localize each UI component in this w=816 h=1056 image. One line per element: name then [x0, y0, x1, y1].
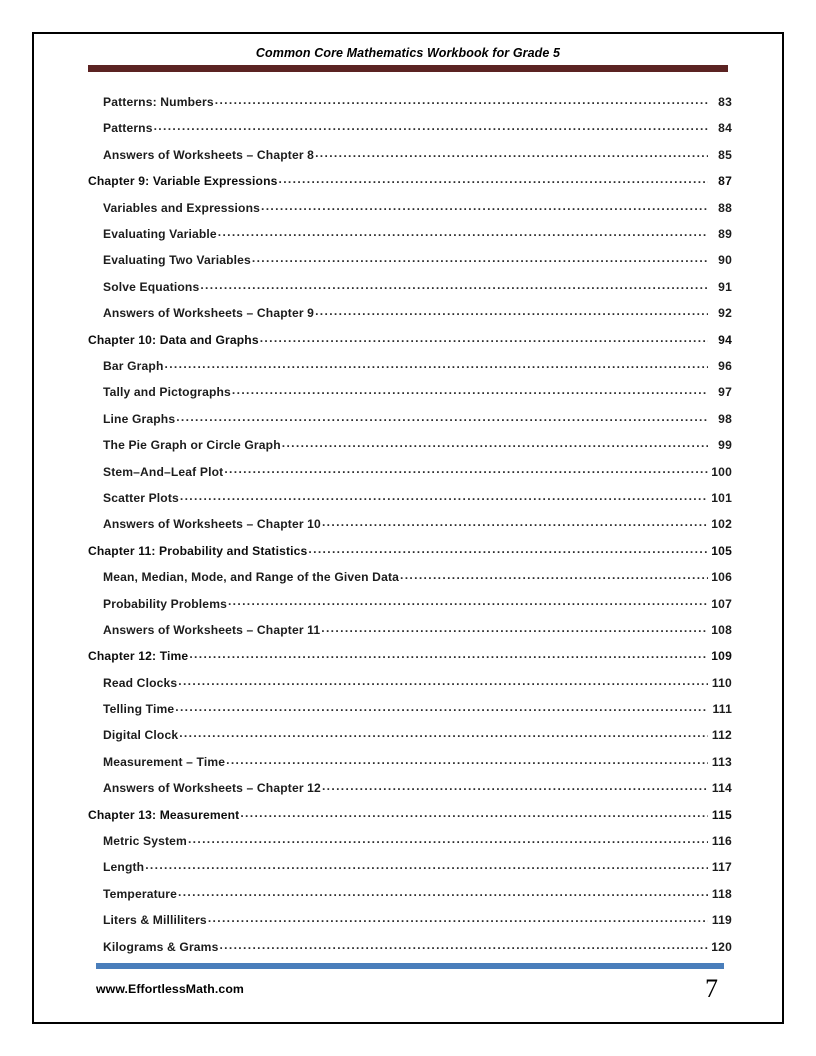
toc-entry-label: Kilograms & Grams: [103, 939, 219, 954]
toc-entry[interactable]: [88, 543, 732, 569]
toc-entry[interactable]: [88, 305, 732, 331]
toc-entry-page: 120: [711, 939, 732, 954]
toc-leader-dots: [219, 939, 708, 951]
toc-entry[interactable]: [88, 807, 732, 833]
toc-leader-dots: [215, 94, 708, 106]
toc-entry-page: 114: [711, 781, 732, 796]
toc-entry[interactable]: [88, 147, 732, 173]
toc-entry-label: Evaluating Variable: [103, 227, 217, 242]
toc-entry-label: Stem–And–Leaf Plot: [103, 464, 224, 479]
toc-entry[interactable]: [88, 516, 732, 542]
toc-entry-page: 102: [711, 517, 732, 532]
toc-leader-dots: [232, 384, 708, 396]
toc-leader-dots: [208, 912, 708, 924]
document-page: [32, 32, 784, 1024]
toc-entry-label: Evaluating Two Variables: [103, 253, 251, 268]
toc-leader-dots: [279, 173, 709, 185]
toc-leader-dots: [180, 490, 708, 502]
toc-entry[interactable]: [88, 727, 732, 753]
toc-entry[interactable]: [88, 675, 732, 701]
toc-entry-page: 111: [712, 702, 732, 717]
toc-entry-label: Tally and Pictographs: [103, 385, 231, 400]
toc-entry[interactable]: [88, 939, 732, 965]
toc-entry-label: Chapter 9: Variable Expressions: [88, 174, 278, 189]
toc-entry-page: 119: [711, 913, 732, 928]
toc-entry-label: Length: [103, 860, 145, 875]
toc-entry-page: 97: [718, 385, 732, 400]
toc-leader-dots: [228, 595, 708, 607]
toc-entry-label: Answers of Worksheets – Chapter 11: [103, 622, 321, 637]
toc-leader-dots: [252, 252, 708, 264]
toc-entry-label: Read Clocks: [103, 675, 178, 690]
toc-leader-dots: [321, 622, 708, 634]
toc-leader-dots: [154, 120, 708, 132]
website-url[interactable]: www.EffortlessMath.com: [96, 982, 244, 996]
toc-entry-label: Bar Graph: [103, 359, 164, 373]
toc-leader-dots: [322, 516, 708, 528]
toc-entry[interactable]: [88, 859, 732, 885]
toc-entry-label: Liters & Milliliters: [103, 913, 207, 928]
toc-leader-dots: [200, 279, 708, 291]
toc-leader-dots: [315, 305, 708, 317]
toc-entry[interactable]: [88, 279, 732, 305]
toc-leader-dots: [176, 411, 708, 423]
toc-leader-dots: [189, 648, 708, 660]
toc-leader-dots: [179, 727, 708, 739]
toc-leader-dots: [188, 833, 708, 845]
toc-leader-dots: [178, 886, 708, 898]
toc-entry-page: 85: [718, 147, 732, 162]
toc-entry-label: Answers of Worksheets – Chapter 8: [103, 147, 315, 162]
toc-entry[interactable]: [88, 622, 732, 648]
toc-leader-dots: [218, 226, 708, 238]
toc-entry[interactable]: [88, 463, 732, 489]
toc-entry[interactable]: [88, 173, 732, 199]
toc-entry-label: Patterns: [103, 121, 153, 136]
toc-entry-page: 90: [718, 253, 732, 268]
toc-leader-dots: [178, 675, 708, 687]
toc-leader-dots: [315, 147, 708, 159]
toc-entry-page: 96: [718, 359, 732, 373]
toc-entry[interactable]: [88, 252, 732, 278]
toc-entry-label: Solve Equations: [103, 279, 200, 294]
toc-entry[interactable]: [88, 780, 732, 806]
toc-entry-label: Answers of Worksheets – Chapter 10: [103, 517, 321, 532]
toc-entry-label: Chapter 12: Time: [88, 649, 189, 664]
toc-entry[interactable]: [88, 332, 732, 358]
toc-entry-page: 112: [711, 728, 732, 743]
toc-entry-page: 108: [711, 622, 732, 637]
toc-entry[interactable]: [88, 384, 732, 410]
toc-leader-dots: [175, 701, 708, 713]
toc-entry-label: The Pie Graph or Circle Graph: [103, 438, 281, 453]
toc-entry-label: Temperature: [103, 886, 178, 901]
toc-entry-page: 84: [718, 121, 732, 136]
toc-entry-page: 87: [718, 174, 732, 189]
toc-entry-page: 100: [711, 464, 732, 479]
toc-entry-label: Answers of Worksheets – Chapter 9: [103, 306, 315, 321]
toc-entry-page: 89: [718, 227, 732, 242]
footer-divider: [96, 963, 724, 969]
toc-entry[interactable]: [88, 648, 732, 674]
toc-leader-dots: [240, 807, 708, 819]
toc-entry[interactable]: [88, 754, 732, 780]
toc-entry-page: 106: [711, 570, 732, 585]
table-of-contents: [88, 94, 732, 965]
toc-entry-label: Variables and Expressions: [103, 200, 261, 215]
toc-entry-page: 83: [718, 95, 732, 110]
toc-entry-label: Metric System: [103, 834, 187, 849]
toc-leader-dots: [308, 543, 708, 555]
toc-entry-page: 91: [718, 279, 732, 294]
toc-leader-dots: [260, 332, 708, 344]
toc-entry[interactable]: [88, 886, 732, 912]
toc-entry-page: 88: [718, 200, 732, 215]
header-divider: [88, 65, 728, 72]
page-header: [88, 46, 728, 72]
toc-entry-label: Telling Time: [103, 702, 175, 717]
toc-entry-label: Chapter 13: Measurement: [88, 807, 240, 822]
toc-entry-label: Probability Problems: [103, 596, 227, 611]
toc-leader-dots: [322, 780, 708, 792]
toc-entry[interactable]: [88, 94, 732, 120]
toc-entry-page: 98: [718, 411, 732, 426]
toc-entry-page: 117: [711, 860, 732, 875]
page-number: 7: [705, 974, 718, 1003]
toc-entry-label: Mean, Median, Mode, and Range of the Given Data: [103, 570, 399, 585]
book-title: Common Core Mathematics Workbook for Grade 5: [255, 46, 561, 60]
toc-entry[interactable]: [88, 226, 732, 252]
toc-entry[interactable]: [88, 120, 732, 146]
toc-leader-dots: [400, 569, 708, 581]
toc-entry-page: 113: [711, 754, 732, 769]
toc-entry-page: 105: [711, 543, 732, 558]
toc-entry-label: Digital Clock: [103, 728, 179, 743]
toc-entry-page: 94: [718, 332, 732, 347]
toc-entry-page: 107: [711, 596, 732, 611]
toc-entry[interactable]: [88, 569, 732, 595]
toc-leader-dots: [165, 358, 709, 370]
toc-entry[interactable]: [88, 358, 732, 384]
toc-entry[interactable]: [88, 200, 732, 226]
toc-leader-dots: [226, 754, 708, 766]
toc-entry[interactable]: [88, 411, 732, 437]
toc-leader-dots: [224, 463, 708, 475]
toc-leader-dots: [145, 859, 708, 871]
toc-entry-label: Patterns: Numbers: [103, 95, 214, 110]
page-footer: [96, 976, 724, 1002]
toc-entry-label: Scatter Plots: [103, 490, 179, 505]
toc-entry-page: 115: [711, 807, 732, 822]
toc-leader-dots: [282, 437, 708, 449]
toc-entry-page: 99: [718, 438, 732, 453]
toc-entry[interactable]: [88, 595, 732, 621]
toc-entry-label: Measurement – Time: [103, 754, 226, 769]
toc-leader-dots: [261, 200, 708, 212]
toc-entry-page: 110: [711, 675, 732, 690]
toc-entry[interactable]: [88, 912, 732, 938]
toc-entry-page: 92: [718, 306, 732, 321]
toc-entry[interactable]: [88, 833, 732, 859]
toc-entry[interactable]: [88, 490, 732, 516]
toc-entry[interactable]: [88, 701, 732, 727]
toc-entry-page: 109: [711, 649, 732, 664]
toc-entry[interactable]: [88, 437, 732, 463]
toc-entry-page: 118: [711, 886, 732, 901]
toc-entry-label: Chapter 10: Data and Graphs: [88, 332, 259, 347]
toc-entry-page: 101: [711, 490, 732, 505]
toc-entry-page: 116: [711, 834, 732, 849]
toc-entry-label: Chapter 11: Probability and Statistics: [88, 543, 308, 558]
toc-entry-label: Answers of Worksheets – Chapter 12: [103, 781, 321, 796]
toc-entry-label: Line Graphs: [103, 411, 176, 426]
